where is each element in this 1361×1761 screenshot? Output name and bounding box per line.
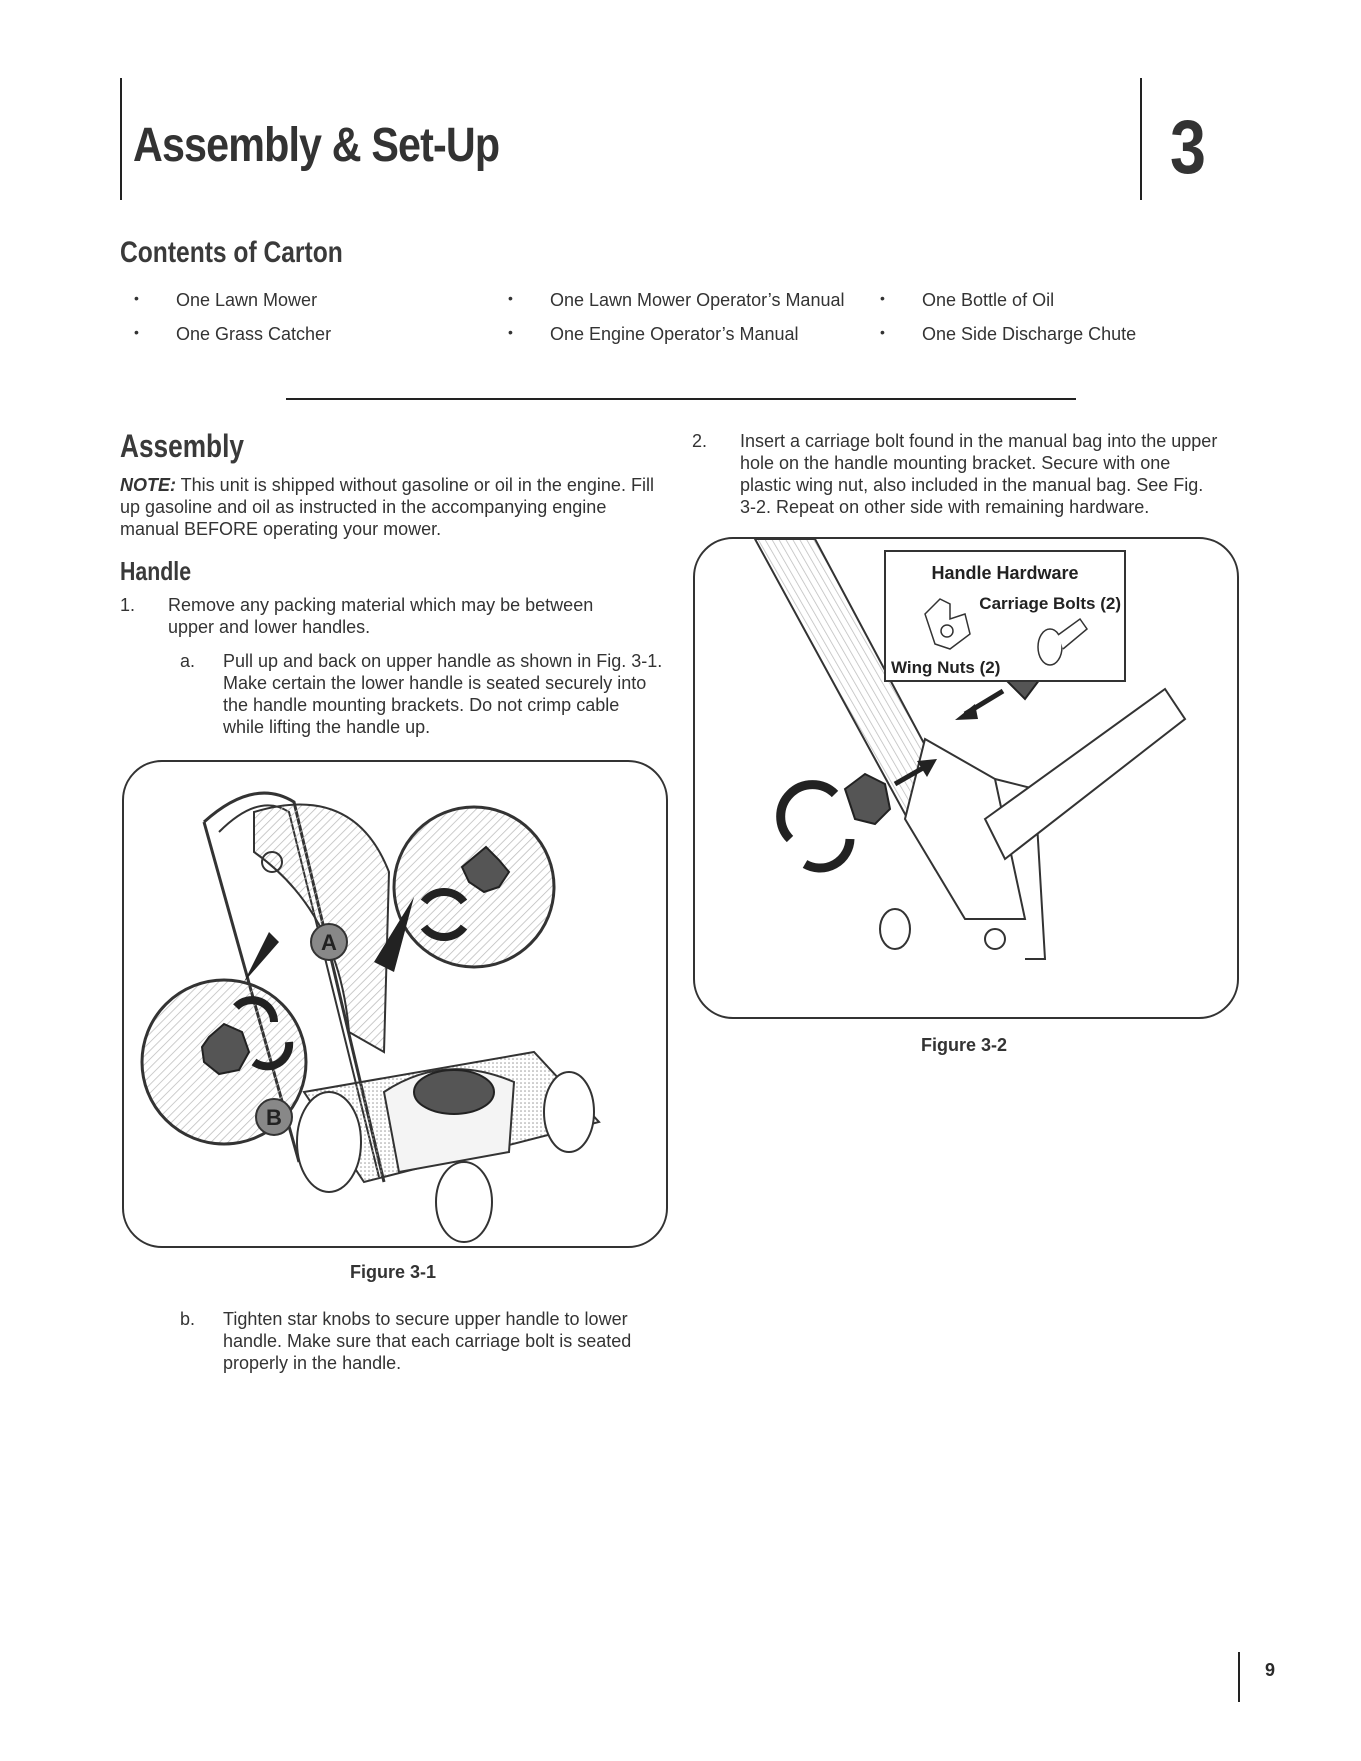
figure-3-1-caption: Figure 3-1 — [350, 1262, 437, 1282]
contents-list-col1 — [128, 290, 331, 358]
legend-wing-nuts: Wing Nuts (2) — [891, 658, 1001, 677]
step-1b-label: b. — [180, 1309, 196, 1329]
step-2-number: 2. — [692, 431, 708, 451]
callout-a: A — [321, 930, 337, 955]
list-item: • One Grass Catcher — [128, 324, 331, 358]
page-number: 9 — [1265, 1660, 1276, 1680]
title-rule-left — [120, 78, 122, 200]
step-1a-label: a. — [180, 651, 196, 671]
figure-3-1 — [122, 760, 668, 1248]
step-1-text: Remove any packing material which may be between upper and lower handles. — [168, 595, 594, 637]
step-1-number: 1. — [120, 595, 136, 615]
legend-title: Handle Hardware — [931, 563, 1079, 583]
page-title: Assembly & Set-Up — [133, 119, 500, 172]
figure-3-2-illustration — [695, 539, 1237, 1017]
contents-heading: Contents of Carton — [120, 236, 343, 269]
footer-rule — [1238, 1652, 1240, 1702]
list-item: • One Lawn Mower — [128, 290, 331, 324]
note-text: This unit is shipped without gasoline or oil in the engine. Fill up gasoline and oil as instructed in the accompanying engine manual BEFORE operating your mower. — [120, 475, 654, 539]
figure-3-2-caption: Figure 3-2 — [921, 1035, 1008, 1055]
note-label: NOTE: — [120, 475, 176, 495]
list-item: • One Engine Operator’s Manual — [502, 324, 844, 358]
title-rule-right — [1140, 78, 1142, 200]
chapter-number: 3 — [1170, 105, 1206, 190]
section-divider — [286, 398, 1076, 400]
list-item: • One Bottle of Oil — [874, 290, 1136, 324]
list-item: • One Lawn Mower Operator’s Manual — [502, 290, 844, 324]
figure-3-1-illustration — [124, 762, 666, 1246]
step-1a-text: Pull up and back on upper handle as shown in Fig. 3-1. Make certain the lower handle is seated securely into the handle mounting brackets. Do not crimp cable while lifting the handle up. — [223, 651, 663, 737]
step-2-text: Insert a carriage bolt found in the manual bag into the upper hole on the handle mounting bracket. Secure with one plastic wing nut, also included in the manual bag. See Fig. 3-2. Repeat on other side with remaining hardware. — [740, 431, 1218, 517]
contents-list-col3 — [874, 290, 1136, 358]
assembly-heading: Assembly — [120, 428, 244, 464]
legend-carriage-bolts: Carriage Bolts (2) — [979, 594, 1121, 613]
note-paragraph — [120, 474, 665, 540]
handle-heading: Handle — [120, 556, 192, 586]
step-1b-text: Tighten star knobs to secure upper handle to lower handle. Make sure that each carriage bolt is seated properly in the handle. — [223, 1309, 632, 1373]
list-item: • One Side Discharge Chute — [874, 324, 1136, 358]
callout-b: B — [266, 1105, 282, 1130]
contents-list-col2 — [502, 290, 844, 358]
figure-3-2 — [693, 537, 1239, 1019]
